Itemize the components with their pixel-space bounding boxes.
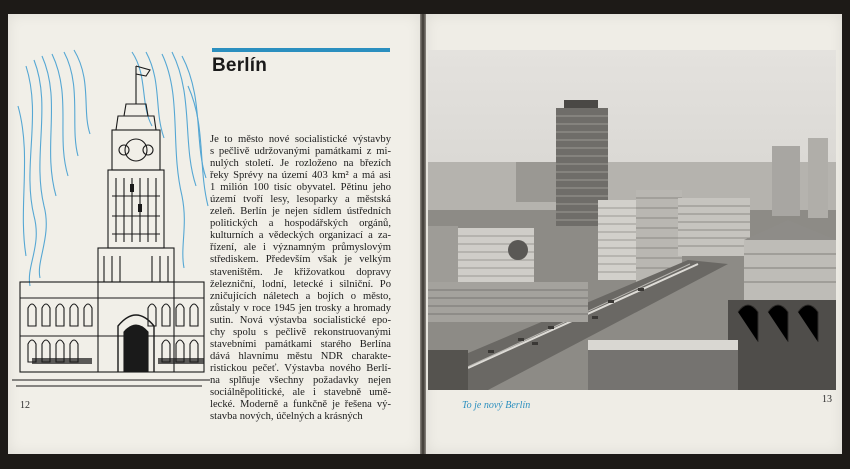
body-line: zeleň. Berlín je nejen sídlem ústředních xyxy=(210,206,391,218)
body-line: na splňuje všechny požadavky nejen xyxy=(210,374,391,386)
body-line: dává hlavnímu městu NDR charakte- xyxy=(210,350,391,362)
body-line: řeky Sprévy na území 403 km² a má asi xyxy=(210,170,391,182)
city-aerial-photo-icon xyxy=(428,50,836,390)
body-line: lecké. Moderně a funkčně je řešena vý- xyxy=(210,399,391,411)
body-line: sutin. Nová výstavba socialistické epo- xyxy=(210,314,391,326)
body-line: zničujících náletech a bojích o město, xyxy=(210,290,391,302)
heading-rule xyxy=(212,48,390,52)
page-number-right: 13 xyxy=(822,394,832,405)
body-line: 1 milión 100 tisíc obyvatel. Pětinu jeho xyxy=(210,182,391,194)
body-line: ristickou pečeť. Výstavba nového Berlí- xyxy=(210,362,391,374)
body-line: politických a hospodářských orgánů, xyxy=(210,218,391,230)
body-line: zůstaly v roce 1945 jen trosky a hromady xyxy=(210,302,391,314)
body-line: řízení, ale i významným průmyslovým xyxy=(210,242,391,254)
town-hall-tower-sketch-icon xyxy=(12,46,210,391)
page-title: Berlín xyxy=(212,55,268,76)
body-line: s pečlivě udržovanými památkami z mi- xyxy=(210,146,391,158)
page-number-left: 12 xyxy=(20,400,30,411)
body-text xyxy=(210,134,391,423)
body-line: nulých století. Je rozloženo na březích xyxy=(210,158,391,170)
body-line: střediskem. Především však je velkým xyxy=(210,254,391,266)
body-line: území tvoří lesy, lesoparky a městská xyxy=(210,194,391,206)
body-line: železniční, lodní, letecké i silniční. Po xyxy=(210,278,391,290)
body-line: chy spolu s pečlivě rekonstruovanými xyxy=(210,326,391,338)
body-line: Je to město nové socialistické výstavby xyxy=(210,134,391,145)
body-line: sociálněpolitické, ale i stavebně umě- xyxy=(210,386,391,398)
photo-caption: To je nový Berlín xyxy=(462,400,531,411)
body-line: stavebními památkami starého Berlína xyxy=(210,338,391,350)
body-line: staveništěm. Je křižovatkou dopravy xyxy=(210,266,391,278)
body-line: kulturních a vědeckých organizací a za- xyxy=(210,230,391,242)
body-line: stavba nových, účelných a krásných xyxy=(210,411,363,423)
